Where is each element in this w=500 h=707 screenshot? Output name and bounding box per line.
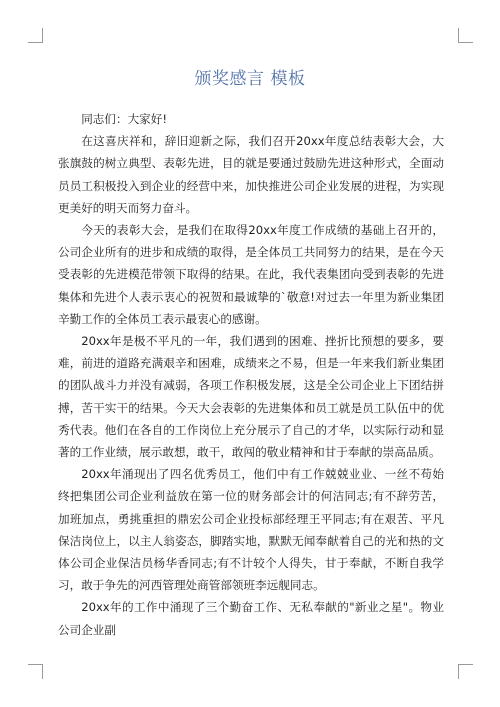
- crop-mark-top-left: [28, 28, 43, 43]
- greeting-paragraph: 同志们：大家好!: [81, 112, 167, 126]
- crop-mark-top-right: [458, 28, 473, 43]
- crop-mark-bottom-left: [28, 664, 43, 679]
- body-paragraph-1: 在这喜庆祥和，辞旧迎新之际，我们召开20xx年度总结表彰大会，大张旗鼓的树立典型、表彰先进，目的就是要通过鼓励先进这种形式，全面动员员工积极投入到企业的经营中来，加快推进公司企业发展的进程，为实现更美好的明天而努力奋斗。: [58, 134, 444, 215]
- body-paragraph-3: 20xx年是极不平凡的一年，我们遇到的困难、挫折比预想的要多，要难，前进的道路充满艰辛和困难，成绩来之不易，但是一年来我们新业集团的团队战斗力并没有减弱，各项工作积极发展，这是全公司企业上下团结拼搏，苦干实干的结果。今天大会表彰的先进集体和员工就是员工队伍中的优秀代表。他们在各自的工作岗位上充分展示了自己的才华，以实际行动和显著的工作业绩，展示敢想，敢干，敢闯的敬业精神和甘于奉献的崇高品质。: [58, 334, 444, 460]
- crop-mark-bottom-right: [458, 664, 473, 679]
- body-paragraph-5: 20xx年的工作中涌现了三个勤奋工作、无私奉献的"新业之星"。物业公司企业副: [58, 600, 444, 637]
- document-title: 颁奖感言 模板: [194, 69, 306, 89]
- document-body: [58, 108, 444, 641]
- body-paragraph-2: 今天的表彰大会，是我们在取得20xx年度工作成绩的基础上召开的，公司企业所有的进步和成绩的取得，是全体员工共同努力的结果，是在今天受表彰的先进模范带领下取得的结果。在此，我代表集团向受到表彰的先进集体和先进个人表示衷心的祝贺和最诚挚的`敬意!对过去一年里为新业集团辛勤工作的全体员工表示最衷心的感谢。: [58, 223, 444, 326]
- body-paragraph-4: 20xx年涌现出了四名优秀员工，他们中有工作兢兢业业、一丝不苟始终把集团公司企业利益放在第一位的财务部会计的何洁同志;有不辞劳苦，加班加点，勇挑重担的鼎宏公司企业投标部经理王平同志;有在艰苦、平凡保洁岗位上，以主人翁姿态，脚踏实地，默默无闻奉献着自己的光和热的文体公司企业保洁员杨华香同志;有不计较个人得失，甘于奉献，不断自我学习，敢于争先的河西管理处商管部领班李远舰同志。: [58, 467, 444, 593]
